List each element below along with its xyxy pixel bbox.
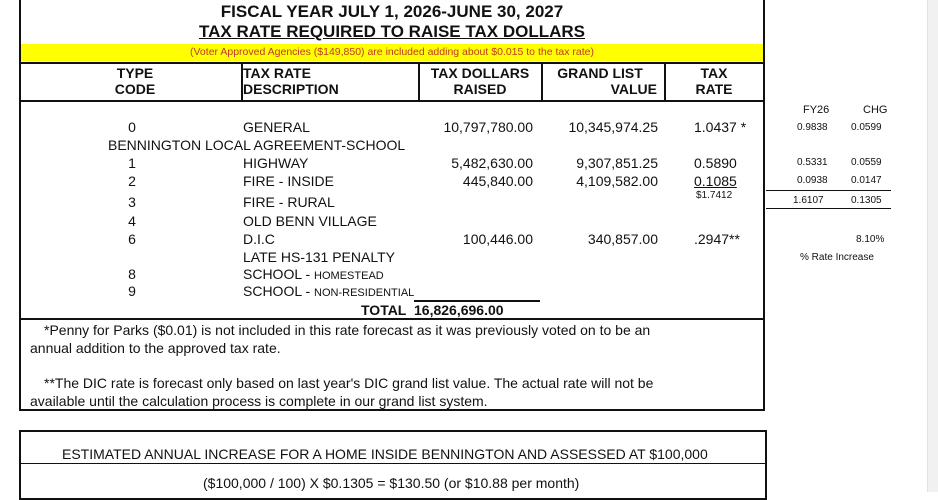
penny-note-line2: annual addition to the approved tax rate.: [30, 340, 281, 356]
code-highway: 1: [128, 155, 136, 171]
rate-general: 1.0437 *: [694, 119, 747, 135]
header-bottom-rule: [21, 100, 763, 102]
total-value: 16,826,696.00: [414, 302, 504, 318]
desc-school-homestead: SCHOOL - HOMESTEAD: [243, 266, 384, 282]
code-dic: 6: [128, 231, 136, 247]
dic-note-line1: **The DIC rate is forecast only based on last year's DIC grand list value. The actual rate will not be: [44, 375, 654, 391]
dollars-highway: 5,482,630.00: [451, 155, 533, 171]
total-label: TOTAL: [361, 302, 407, 318]
side-fire-fy26: 0.0938: [797, 175, 828, 186]
grand-highway: 9,307,851.25: [576, 155, 658, 171]
header-description: TAX RATE DESCRIPTION: [243, 65, 339, 97]
side-highway-fy26: 0.5331: [797, 157, 828, 168]
dic-note-line2: available until the calculation process is complete in our grand list system.: [30, 393, 488, 409]
code-school-nonres: 9: [128, 283, 136, 299]
dollars-general: 10,797,780.00: [443, 119, 533, 135]
grand-general: 10,345,974.25: [568, 119, 658, 135]
dollars-fire-inside: 445,840.00: [462, 173, 533, 189]
grand-dic: 340,857.00: [587, 231, 658, 247]
side-highway-chg: 0.0559: [851, 157, 882, 168]
desc-highway: HIGHWAY: [243, 155, 309, 171]
penny-note-line1: *Penny for Parks ($0.01) is not included in this rate forecast as it was previously voted on to be an: [44, 322, 651, 338]
desc-fire-inside: FIRE - INSIDE: [243, 173, 335, 189]
rate-subtotal: $1.7412: [696, 190, 733, 201]
desc-dic: D.I.C: [243, 231, 275, 247]
estimate-divider: [21, 463, 765, 464]
side-fy26-label: FY26: [803, 104, 830, 116]
code-fire-inside: 2: [128, 173, 136, 189]
estimate-heading: ESTIMATED ANNUAL INCREASE FOR A HOME INSIDE BENNINGTON AND ASSESSED AT $100,000: [62, 446, 708, 462]
header-top-rule: [21, 62, 763, 64]
side-bottom-rule: [766, 208, 891, 209]
desc-fire-rural: FIRE - RURAL: [243, 194, 335, 210]
side-total-chg: 0.1305: [851, 195, 882, 206]
code-general: 0: [128, 119, 136, 135]
code-old-benn: 4: [128, 213, 136, 229]
page-subtitle: TAX RATE REQUIRED TO RAISE TAX DOLLARS: [199, 22, 585, 41]
side-pct-label: % Rate Increase: [800, 252, 874, 263]
desc-general: GENERAL: [243, 119, 310, 135]
agreement-school-label: BENNINGTON LOCAL AGREEMENT-SCHOOL: [108, 137, 406, 153]
rate-highway: 0.5890: [694, 155, 737, 171]
desc-old-benn: OLD BENN VILLAGE: [243, 213, 377, 229]
header-type-code: TYPE CODE: [114, 65, 156, 97]
side-chg-label: CHG: [863, 104, 888, 116]
side-pct-value: 8.10%: [856, 234, 885, 245]
side-top-rule: [766, 190, 891, 191]
code-fire-rural: 3: [128, 194, 136, 210]
side-total-fy26: 1.6107: [793, 195, 824, 206]
notes-top-rule: [20, 318, 764, 320]
grand-fire-inside: 4,109,582.00: [576, 173, 658, 189]
code-school-homestead: 8: [128, 266, 136, 282]
side-general-chg: 0.0599: [851, 122, 882, 133]
rate-dic: .2947**: [694, 231, 740, 247]
vertical-scrollbar[interactable]: [927, 0, 938, 492]
desc-school-nonres: SCHOOL - NON-RESIDENTIAL: [243, 283, 415, 299]
header-tax-dollars: TAX DOLLARS RAISED: [430, 65, 530, 97]
side-fire-chg: 0.0147: [851, 175, 882, 186]
voter-approved-notice: (Voter Approved Agencies ($149,850) are included adding about $0.015 to the tax rate): [190, 46, 594, 58]
page-title: FISCAL YEAR JULY 1, 2026-JUNE 30, 2027: [220, 2, 564, 21]
rate-fire-inside: 0.1085: [694, 173, 737, 189]
side-general-fy26: 0.9838: [797, 122, 828, 133]
header-grand-list: GRAND LIST VALUE: [557, 65, 657, 97]
desc-late-penalty: LATE HS-131 PENALTY: [243, 249, 395, 265]
header-tax-rate: TAX RATE: [695, 65, 733, 97]
dollars-dic: 100,446.00: [462, 231, 533, 247]
estimate-formula: ($100,000 / 100) X $0.1305 = $130.50 (or $10.88 per month): [203, 475, 580, 491]
